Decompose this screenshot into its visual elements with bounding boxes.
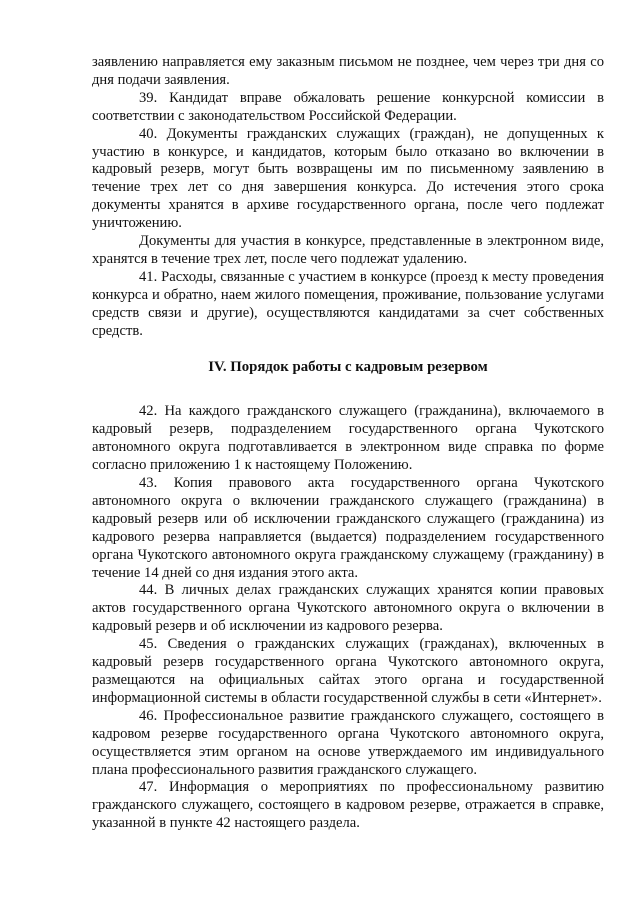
paragraph-40: 40. Документы гражданских служащих (граждан), не допущенных к участию в конкурсе, и кандидатов, которым было отказано во включении в кадровый резерв, могут быть возвращены им по письменному заявлению в течение трех лет со дня завершения конкурса. До истечения этого срока документы хранятся в архиве государственного органа, после чего подлежат уничтожению. <box>92 125 604 232</box>
section-heading: IV. Порядок работы с кадровым резервом <box>208 358 488 375</box>
paragraph-44: 44. В личных делах гражданских служащих хранятся копии правовых актов государственного органа Чукотского автономного округа о включении в кадровый резерв и об исключении из кадрового резерва. <box>92 582 604 635</box>
document-page <box>92 54 604 833</box>
paragraph-continuation: заявлению направляется ему заказным письмом не позднее, чем через три дня со дня подачи заявления. <box>92 54 604 88</box>
paragraph-47: 47. Информация о мероприятиях по профессиональному развитию гражданского служащего, состоящего в кадровом резерве, отражается в справке, указанной в пункте 42 настоящего раздела. <box>92 779 604 832</box>
paragraph-45: 45. Сведения о гражданских служащих (гражданах), включенных в кадровый резерв государственного органа Чукотского автономного округа, размещаются на официальных сайтах этого органа и государственной информационной системы в области государственной службы в сети «Интернет». <box>92 636 604 706</box>
paragraph-40-electronic-documents: Документы для участия в конкурсе, представленные в электронном виде, хранятся в течение трех лет, после чего подлежат удалению. <box>92 233 604 267</box>
paragraph-42: 42. На каждого гражданского служащего (гражданина), включаемого в кадровый резерв, подразделением государственного органа Чукотского автономного округа подготавливается в электронном виде справка по форме согласно приложению 1 к настоящему Положению. <box>92 403 604 474</box>
paragraph-43: 43. Копия правового акта государственного органа Чукотского автономного округа о включении гражданского служащего (гражданина) в кадровый резерв или об исключении гражданского служащего (гражданина) из кадрового резерва направляется (выдается) подразделением государственного органа Чукотского автономного округа гражданскому служащему (гражданину) в течение 14 дней со дня издания этого акта. <box>92 475 604 581</box>
paragraph-46: 46. Профессиональное развитие гражданского служащего, состоящего в кадровом резерве государственного органа Чукотского автономного округа, осуществляется этим органом на основе утверждаемого им индивидуального плана профессионального развития гражданского служащего. <box>92 707 604 778</box>
paragraph-39: 39. Кандидат вправе обжаловать решение конкурсной комиссии в соответствии с законодательством Российской Федерации. <box>92 89 604 124</box>
paragraph-41: 41. Расходы, связанные с участием в конкурсе (проезд к месту проведения конкурса и обратно, наем жилого помещения, проживание, пользование услугами средств связи и другие), осуществляются кандидатами за счет собственных средств. <box>92 268 604 339</box>
